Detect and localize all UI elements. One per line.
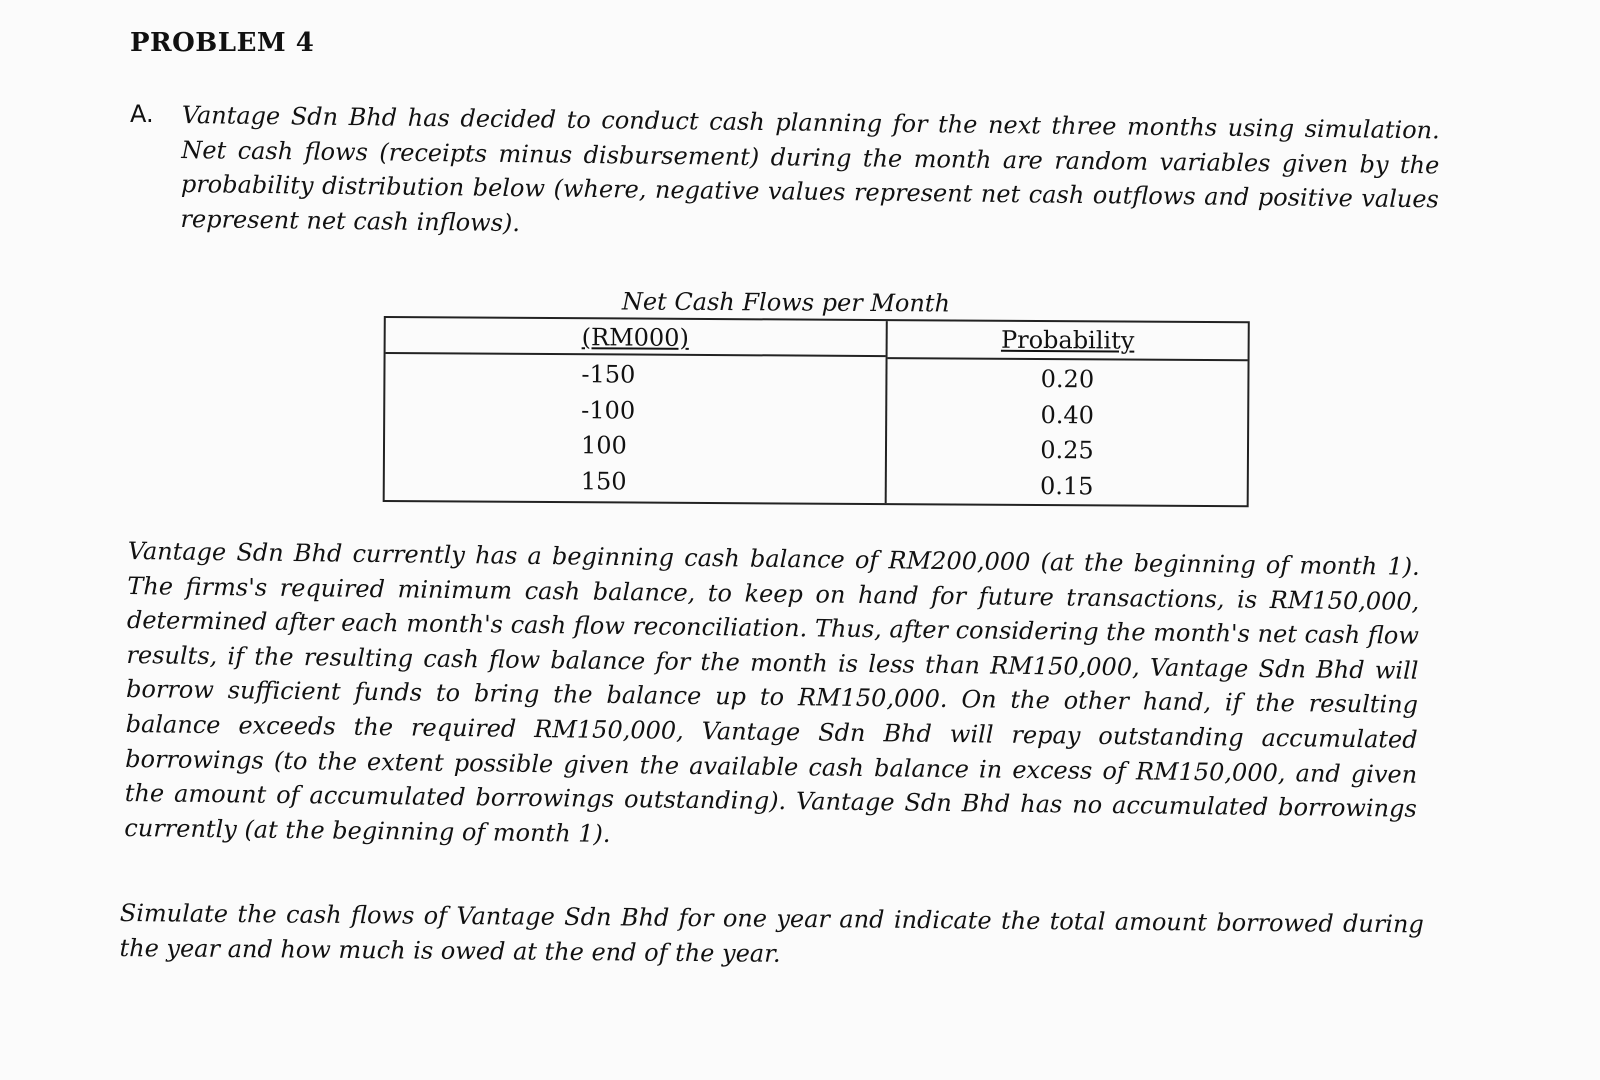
intro-paragraph: Vantage Sdn Bhd has decided to conduct cash planning for the next three months using simulation. Net cash flows (receipts minus disbursement) during the month are random variables given by the probability distribution below (where, negative values represent net cash outflows and positive values represent net cash inflows). [180, 100, 1440, 237]
probability-cell: 0.40 [1040, 400, 1095, 429]
part-label: A. [130, 100, 154, 128]
probability-cell: 0.20 [1040, 365, 1095, 394]
body-paragraph: Vantage Sdn Bhd currently has a beginning cash balance of RM200,000 (at the beginning of month 1). The firms's required minimum cash balance, to keep on hand for future transactions, is RM150,000, determined after each month's cash flow reconciliation. Thus, after considering the month's net cash flow results, if the resulting cash flow balance for the month is less than RM150,000, Vantage Sdn Bhd will borrow sufficient funds to bring the balance up to RM150,000. On the other hand, if the resulting balance exceeds the required RM150,000, Vantage Sdn Bhd will repay outstanding accumulated borrowings (to the extent possible given the available cash balance in excess of RM150,000, and given the amount of accumulated borrowings outstanding). Vantage Sdn Bhd has no accumulated borrowings currently (at the beginning of month 1). [124, 536, 1420, 848]
cash-flow-header-text: (RM000) [581, 323, 689, 352]
table-caption: Net Cash Flows per Month [621, 287, 951, 318]
cash-flow-cell: -100 [581, 395, 636, 425]
probability-header [888, 321, 1248, 361]
cash-flow-cell: 150 [580, 466, 627, 495]
cash-flow-table-block [383, 284, 1250, 507]
cash-flow-column [385, 318, 888, 503]
cash-flow-header [386, 318, 886, 357]
cash-flow-cell: -150 [581, 360, 636, 389]
probability-header-text: Probability [1000, 325, 1135, 355]
probability-cell: 0.15 [1039, 471, 1094, 500]
problem-heading: PROBLEM 4 [130, 28, 315, 58]
probability-cell: 0.25 [1040, 436, 1094, 465]
probability-column [887, 321, 1248, 505]
cash-flow-cell: 100 [580, 431, 627, 460]
task-paragraph: Simulate the cash flows of Vantage Sdn Bhd for one year and indicate the total amount borrowed during the year and how much is owed at the end of the year. [119, 898, 1424, 968]
cash-flow-table [383, 316, 1250, 507]
